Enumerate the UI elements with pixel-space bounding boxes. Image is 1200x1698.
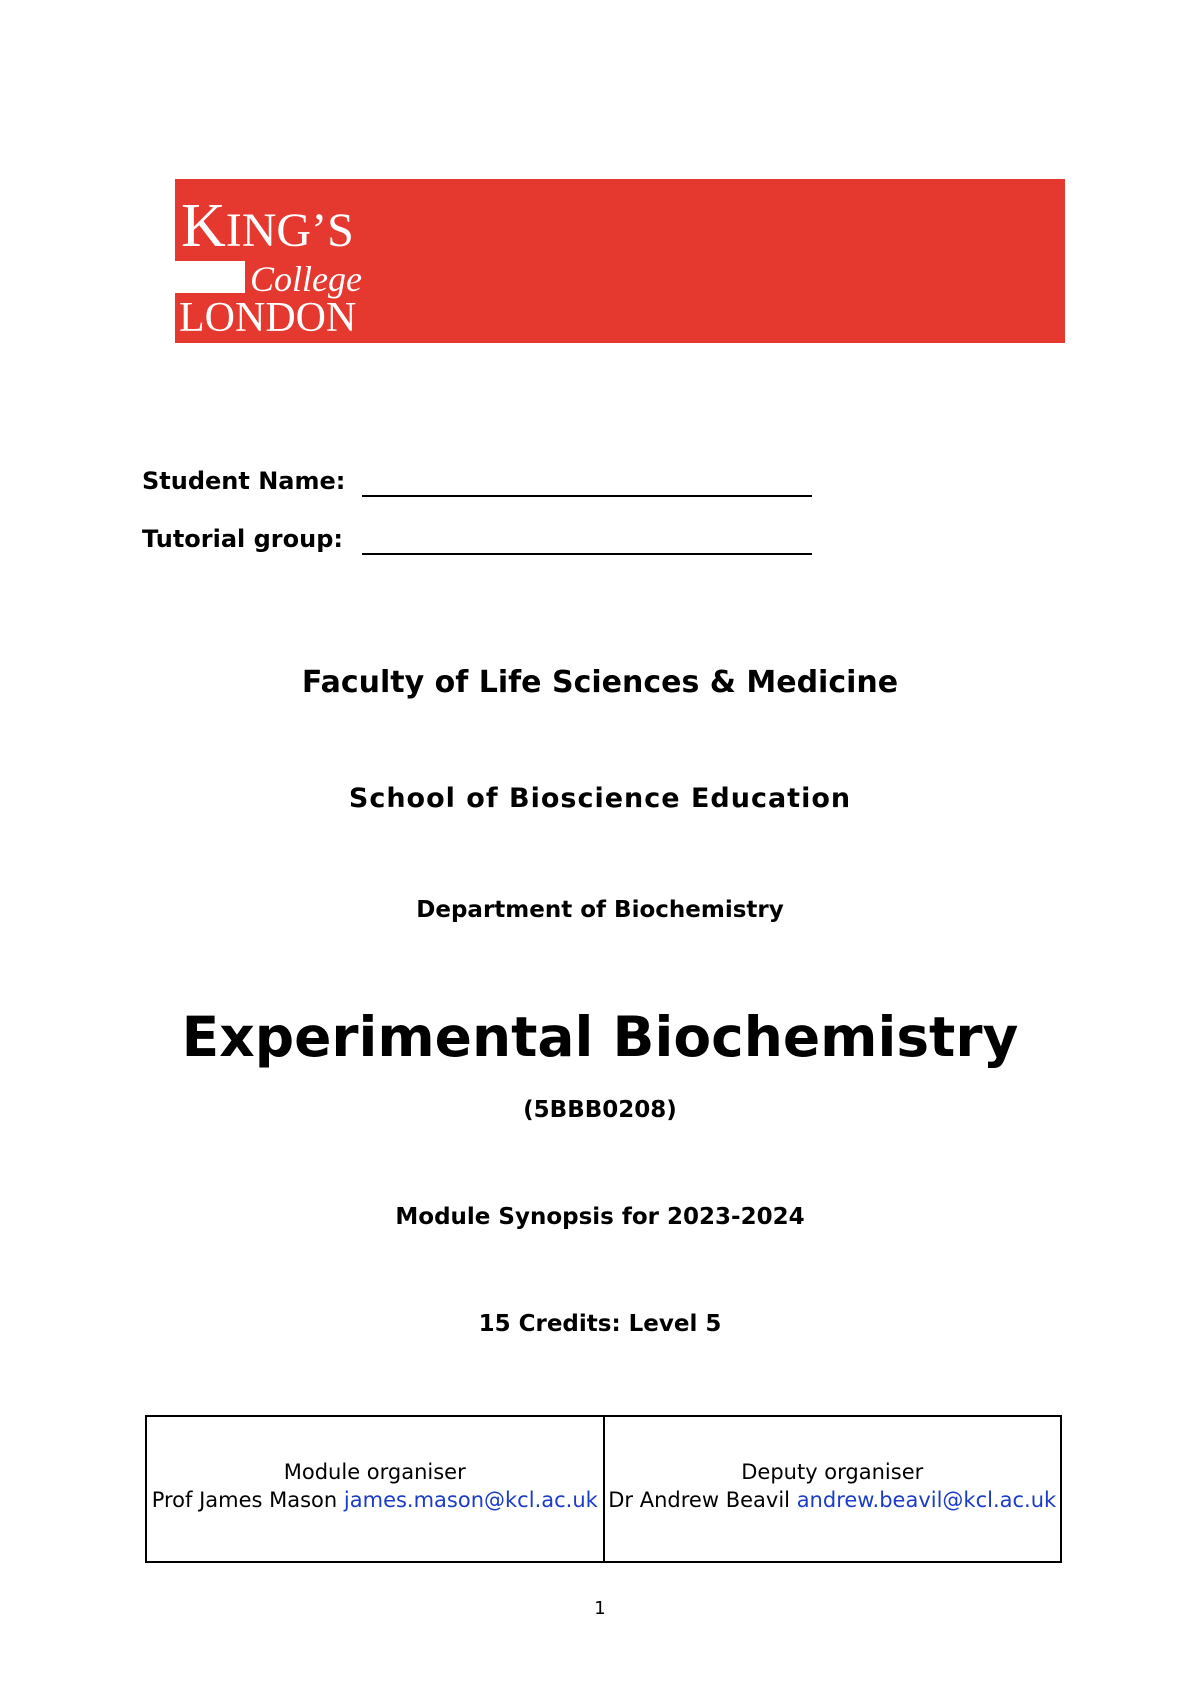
deputy-contact xyxy=(608,1486,1056,1514)
deputy-email-link[interactable]: andrew.beavil@kcl.ac.uk xyxy=(796,1488,1057,1512)
organiser-email-link[interactable]: james.mason@kcl.ac.uk xyxy=(343,1488,598,1512)
deputy-role: Deputy organiser xyxy=(741,1460,924,1484)
faculty-heading: Faculty of Life Sciences & Medicine xyxy=(301,665,899,700)
student-name-field[interactable] xyxy=(362,495,812,497)
module-credits: 15 Credits: Level 5 xyxy=(478,1311,722,1337)
module-code: (5BBB0208) xyxy=(523,1097,677,1123)
deputy-organiser-cell xyxy=(603,1417,1061,1561)
logo-london-text: LONDON xyxy=(179,295,357,341)
tutorial-group-field[interactable] xyxy=(362,553,812,555)
student-name-label: Student Name: xyxy=(142,467,346,495)
logo-kings-text xyxy=(181,192,354,260)
logo-kings-rest: ING’S xyxy=(225,204,354,257)
organiser-contact xyxy=(152,1486,598,1514)
module-organiser-cell xyxy=(147,1417,603,1561)
logo-white-block xyxy=(175,261,245,293)
tutorial-group-label: Tutorial group: xyxy=(142,525,343,553)
page-number: 1 xyxy=(594,1598,606,1619)
module-synopsis: Module Synopsis for 2023-2024 xyxy=(395,1204,805,1230)
kcl-logo xyxy=(175,179,395,343)
kcl-banner xyxy=(175,179,1065,343)
deputy-name: Dr Andrew Beavil xyxy=(608,1488,790,1512)
organiser-name: Prof James Mason xyxy=(151,1488,338,1512)
organiser-role: Module organiser xyxy=(283,1460,466,1484)
department-heading: Department of Biochemistry xyxy=(416,897,784,923)
logo-college-text: College xyxy=(250,259,362,299)
organiser-table xyxy=(145,1415,1062,1563)
school-heading: School of Bioscience Education xyxy=(348,783,852,814)
logo-kings-initial: K xyxy=(181,192,226,260)
module-title: Experimental Biochemistry xyxy=(181,1005,1019,1069)
